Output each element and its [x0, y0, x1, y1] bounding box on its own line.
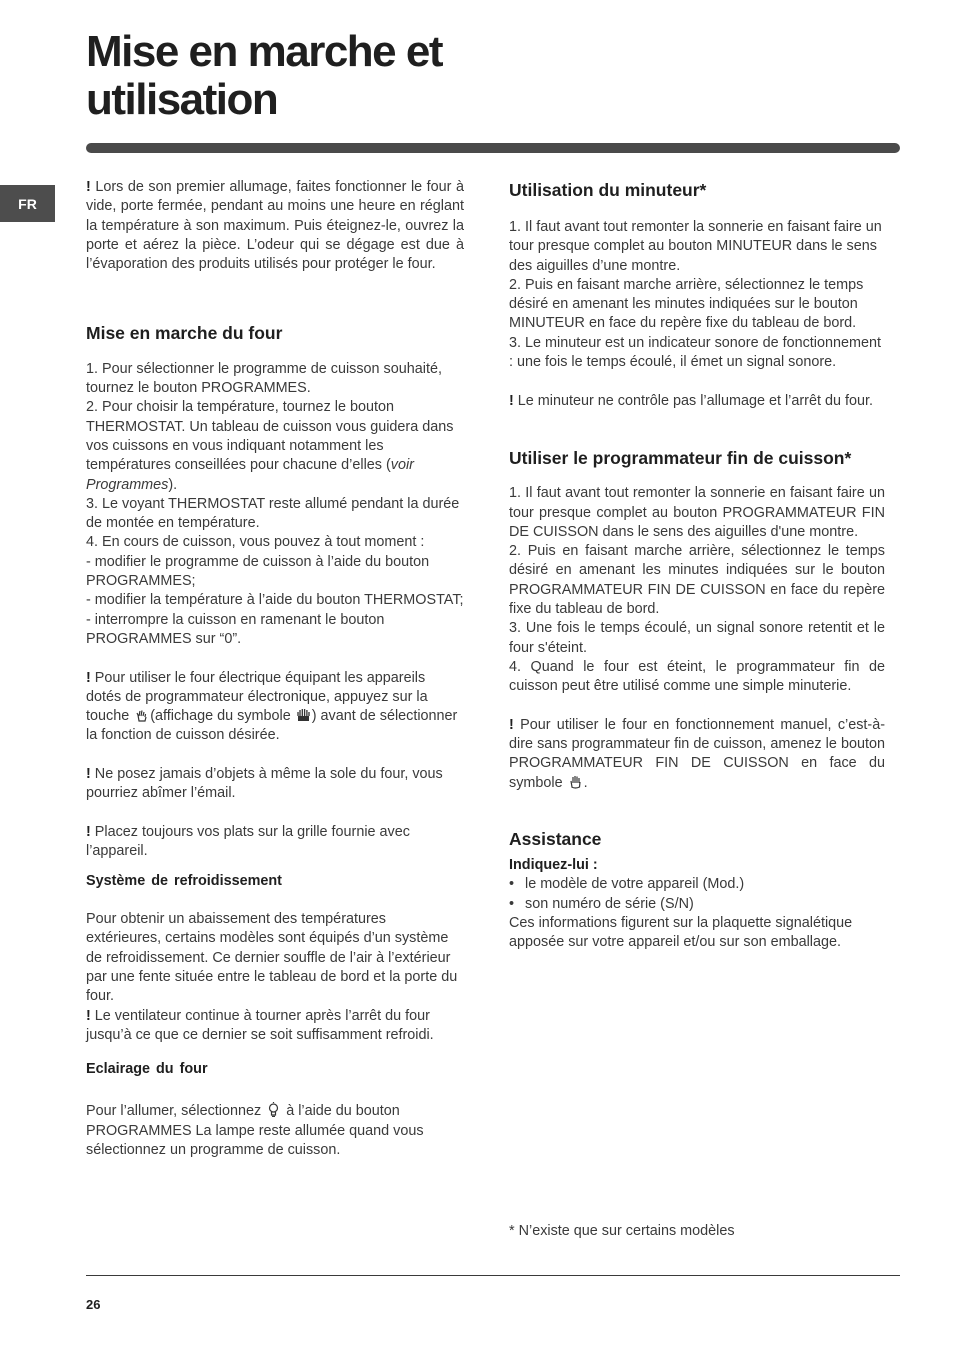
- heading-eclairage: Eclairage du four: [86, 1061, 208, 1078]
- timer-step-3: 3. Le minuteur est un indicateur sonore de fonctionnement : une fois le temps écoulé, il émet un signal sonore.: [509, 334, 881, 371]
- footer-divider: [86, 1275, 900, 1276]
- programmer-step-2: 2. Puis en faisant marche arrière, sélectionnez le temps désiré en amenant les minutes indiquées sur le bouton PROGRAMMATEUR FIN DE CUISSON en face du repère fixe du tableau de bord.: [509, 543, 885, 618]
- assistance-paragraph: Ces informations figurent sur la plaquette signalétique apposée sur votre appareil et/ou sur son emballage.: [509, 914, 853, 951]
- left-column: [86, 178, 464, 1160]
- programmer-step-1: 1. Il faut avant tout remonter la sonnerie en faisant faire un tour presque complet au bouton PROGRAMMATEUR FIN DE CUISSON dans le sens des aiguilles d'une montre.: [509, 485, 885, 540]
- heading-mise-en-marche: Mise en marche du four: [86, 322, 283, 343]
- right-column: [509, 178, 885, 953]
- assistance-bullet-model: • le modèle de votre appareil (Mod.): [509, 875, 885, 894]
- step-4-b: - modifier la température à l’aide du bouton THERMOSTAT;: [86, 592, 464, 609]
- language-tab: FR: [0, 185, 55, 222]
- footnote: * N’existe que sur certains modèles: [509, 1223, 735, 1239]
- step-4: 4. En cours de cuisson, vous pouvez à tout moment :: [86, 534, 425, 551]
- note-sole: ! Ne posez jamais d’objets à même la sole du four, vous pourriez abîmer l’émail.: [86, 766, 443, 802]
- lamp-icon: [267, 1102, 280, 1117]
- manual-hand-icon: [569, 774, 582, 789]
- heading-assistance: Assistance: [509, 829, 602, 850]
- page-title-line-1: Mise en marche et: [86, 27, 442, 76]
- programmer-step-4: 4. Quand le four est éteint, le programmateur fin de cuisson peut être utilisé comme une simple minuterie.: [509, 658, 885, 695]
- programmer-note: ! Pour utiliser le four en fonctionnement manuel, c’est-à-dire sans programmateur fin de cuisson, amenez le bouton PROGRAMMATEUR FIN DE CUISSON en face du symbole .: [509, 716, 886, 791]
- timer-note: ! Le minuteur ne contrôle pas l’allumage et l’arrêt du four.: [509, 392, 873, 409]
- programmer-step-3: 3. Une fois le temps écoulé, un signal sonore retentit et le four s'éteint.: [509, 620, 885, 656]
- step-3: 3. Le voyant THERMOSTAT reste allumé pendant la durée de montée en température.: [86, 495, 460, 532]
- cooling-paragraph: Pour obtenir un abaissement des températures extérieures, certains modèles sont équipés d’un système de refroidissement. Ce dernier souffle de l’air à l’extérieur par une fente située entre le tableau de bord et la porte du four.: [86, 911, 458, 1005]
- assistance-label: Indiquez-lui :: [509, 857, 598, 874]
- timer-step-2: 2. Puis en faisant marche arrière, sélectionnez le temps désiré en amenant les minutes indiquées sur le bouton MINUTEUR en face du repère fixe du tableau de bord.: [509, 276, 864, 332]
- step-1: 1. Pour sélectionner le programme de cuisson souhaité, tournez le bouton PROGRAMMES.: [86, 360, 442, 397]
- page-title-line-2: utilisation: [86, 75, 278, 124]
- assistance-bullet-serial: • son numéro de série (S/N): [509, 895, 885, 914]
- cooling-note: ! Le ventilateur continue à tourner après l’arrêt du four jusqu’à ce que ce dernier se soit suffisamment refroidi.: [86, 1007, 434, 1043]
- lighting-paragraph: Pour l’allumer, sélectionnez à l’aide du bouton PROGRAMMES La lampe reste allumée quand vous sélectionnez un programme de cuisson.: [86, 1103, 424, 1159]
- heading-programmateur: Utiliser le programmateur fin de cuisson*: [509, 448, 852, 469]
- hand-touch-icon: [135, 707, 148, 722]
- step-4-c: - interrompre la cuisson en ramenant le bouton PROGRAMMES sur “0”.: [86, 611, 385, 647]
- heading-minuteur: Utilisation du minuteur*: [509, 180, 707, 200]
- manual-mode-icon: [297, 707, 310, 722]
- page-title: [86, 28, 686, 124]
- step-4-a: - modifier le programme de cuisson à l’aide du bouton PROGRAMMES;: [86, 553, 430, 590]
- note-electronic-programmer: ! Pour utiliser le four électrique équipant les appareils dotés de programmateur électronique, appuyez sur la touche (affichage du symbole ) avant de sélectionner la fonction de cuisson désirée.: [86, 669, 458, 744]
- step-2: 2. Pour choisir la température, tournez le bouton THERMOSTAT. Un tableau de cuisson vous guidera dans vos cuissons en vous indiquant notamment les températures conseillées pour chacune d’elles (voir Programmes).: [86, 399, 454, 493]
- warning-mark: !: [86, 179, 91, 195]
- note-grille: ! Placez toujours vos plats sur la grille fournie avec l’appareil.: [86, 823, 410, 860]
- heading-refroidissement: Système de refroidissement: [86, 872, 282, 889]
- page-number: 26: [86, 1297, 101, 1312]
- title-divider-bar: [86, 143, 900, 153]
- timer-step-1: 1. Il faut avant tout remonter la sonnerie en faisant faire un tour presque complet au bouton MINUTEUR dans le sens des aiguilles d’une montre.: [509, 219, 882, 274]
- intro-paragraph: ! Lors de son premier allumage, faites fonctionner le four à vide, porte fermée, pendant au moins une heure en réglant la température à son maximum. Puis éteignez-le, ouvrez la porte et aérez la pièce. L’odeur qui se dégage est due à l’évaporation des produits utilisés pour protéger le four.: [86, 179, 464, 273]
